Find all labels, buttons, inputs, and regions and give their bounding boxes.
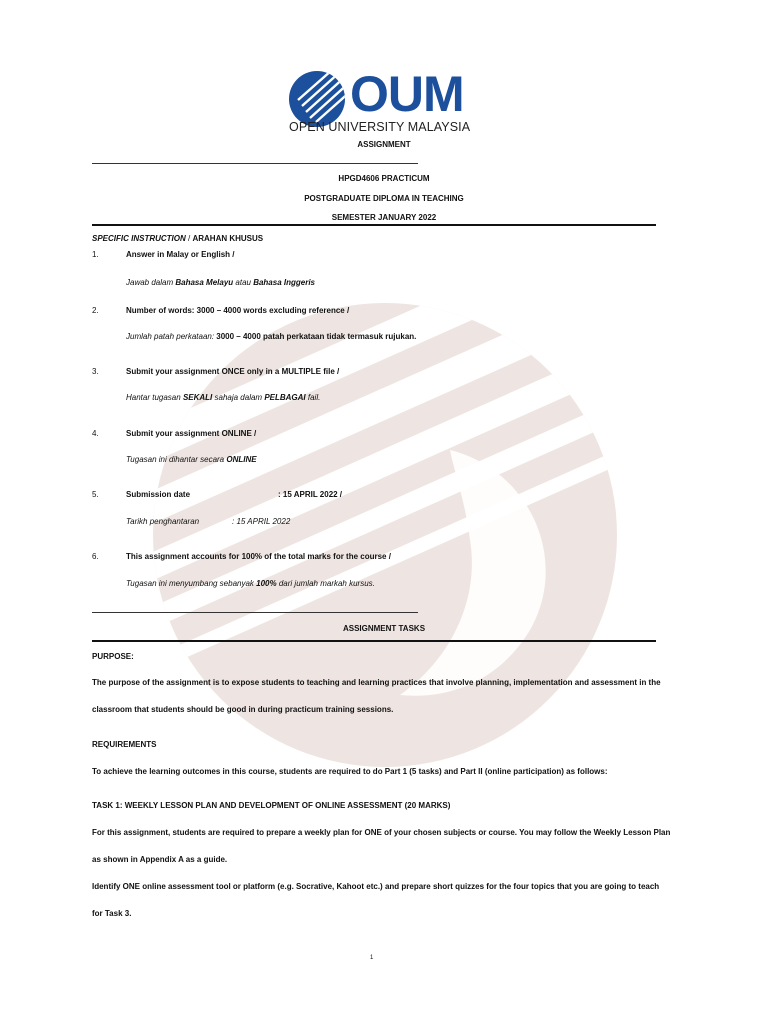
item-en: Number of words: 3000 – 4000 words excluding reference / (126, 306, 350, 315)
item-ms: Hantar tugasan SEKALI sahaja dalam PELBAGAI fail. (126, 393, 321, 402)
item-en: Submit your assignment ONLINE / (126, 429, 257, 438)
item-ms: Tugasan ini dihantar secara ONLINE (126, 455, 257, 464)
task1-text: Identify ONE online assessment tool or platform (e.g. Socrative, Kahoot etc.) and prepare short quizzes for the four topics that you are going to teach (92, 882, 660, 891)
submission-date-value: : 15 APRIL 2022 / (278, 490, 343, 499)
tasks-divider (92, 640, 656, 642)
oum-logo (288, 66, 471, 134)
task1-text: for Task 3. (92, 909, 132, 918)
item-number: 3. (92, 367, 99, 376)
item-en: Answer in Malay or English / (126, 250, 235, 259)
item-ms: Jumlah patah perkataan: 3000 – 4000 patah perkataan tidak termasuk rujukan. (126, 332, 417, 341)
instruction-heading-ms: ARAHAN KHUSUS (192, 234, 264, 243)
item-en: This assignment accounts for 100% of the total marks for the course / (126, 552, 391, 561)
task1-text: For this assignment, students are required to prepare a weekly plan for ONE of your chosen subjects or course. You may follow the Weekly Lesson Plan (92, 828, 671, 837)
header-divider (92, 224, 656, 226)
item-number: 6. (92, 552, 99, 561)
submission-date-value-ms: : 15 APRIL 2022 (232, 517, 291, 526)
item-number: 4. (92, 429, 99, 438)
item-en: Submission date (126, 490, 191, 499)
tasks-divider-left (92, 612, 418, 613)
instruction-heading-en: SPECIFIC INSTRUCTION (92, 234, 186, 243)
purpose-text: classroom that students should be good in during practicum training sessions. (92, 705, 394, 714)
programme-name: POSTGRADUATE DIPLOMA IN TEACHING (304, 194, 464, 203)
header-divider-left (92, 163, 418, 164)
task1-text: as shown in Appendix A as a guide. (92, 855, 228, 864)
requirements-heading: REQUIREMENTS (92, 740, 157, 749)
item-number: 5. (92, 490, 99, 499)
instruction-heading: SPECIFIC INSTRUCTION / ARAHAN KHUSUS (92, 234, 264, 243)
course-code: HPGD4606 PRACTICUM (338, 174, 430, 183)
requirements-text: To achieve the learning outcomes in this course, students are required to do Part 1 (5 tasks) and Part II (online participation) as follows: (92, 767, 608, 776)
item-ms: Jawab dalam Bahasa Melayu atau Bahasa Inggeris (126, 278, 315, 287)
purpose-text: The purpose of the assignment is to expose students to teaching and learning practices that involve planning, implementation and assessment in the (92, 678, 661, 687)
semester: SEMESTER JANUARY 2022 (331, 213, 437, 222)
item-en: Submit your assignment ONCE only in a MULTIPLE file / (126, 367, 340, 376)
item-number: 2. (92, 306, 99, 315)
oum-logo-subtitle: OPEN UNIVERSITY MALAYSIA (289, 120, 471, 134)
tasks-heading: ASSIGNMENT TASKS (342, 624, 426, 633)
page-number: 1 (370, 955, 374, 961)
oum-logo-text: OUM (350, 66, 464, 122)
item-ms: Tugasan ini menyumbang sebanyak 100% dari jumlah markah kursus. (126, 579, 375, 588)
task1-heading: TASK 1: WEEKLY LESSON PLAN AND DEVELOPMENT OF ONLINE ASSESSMENT (20 MARKS) (92, 801, 451, 810)
doc-type-heading: ASSIGNMENT (357, 140, 411, 149)
item-number: 1. (92, 250, 99, 259)
item-ms: Tarikh penghantaran (126, 517, 200, 526)
purpose-heading: PURPOSE: (92, 652, 134, 661)
